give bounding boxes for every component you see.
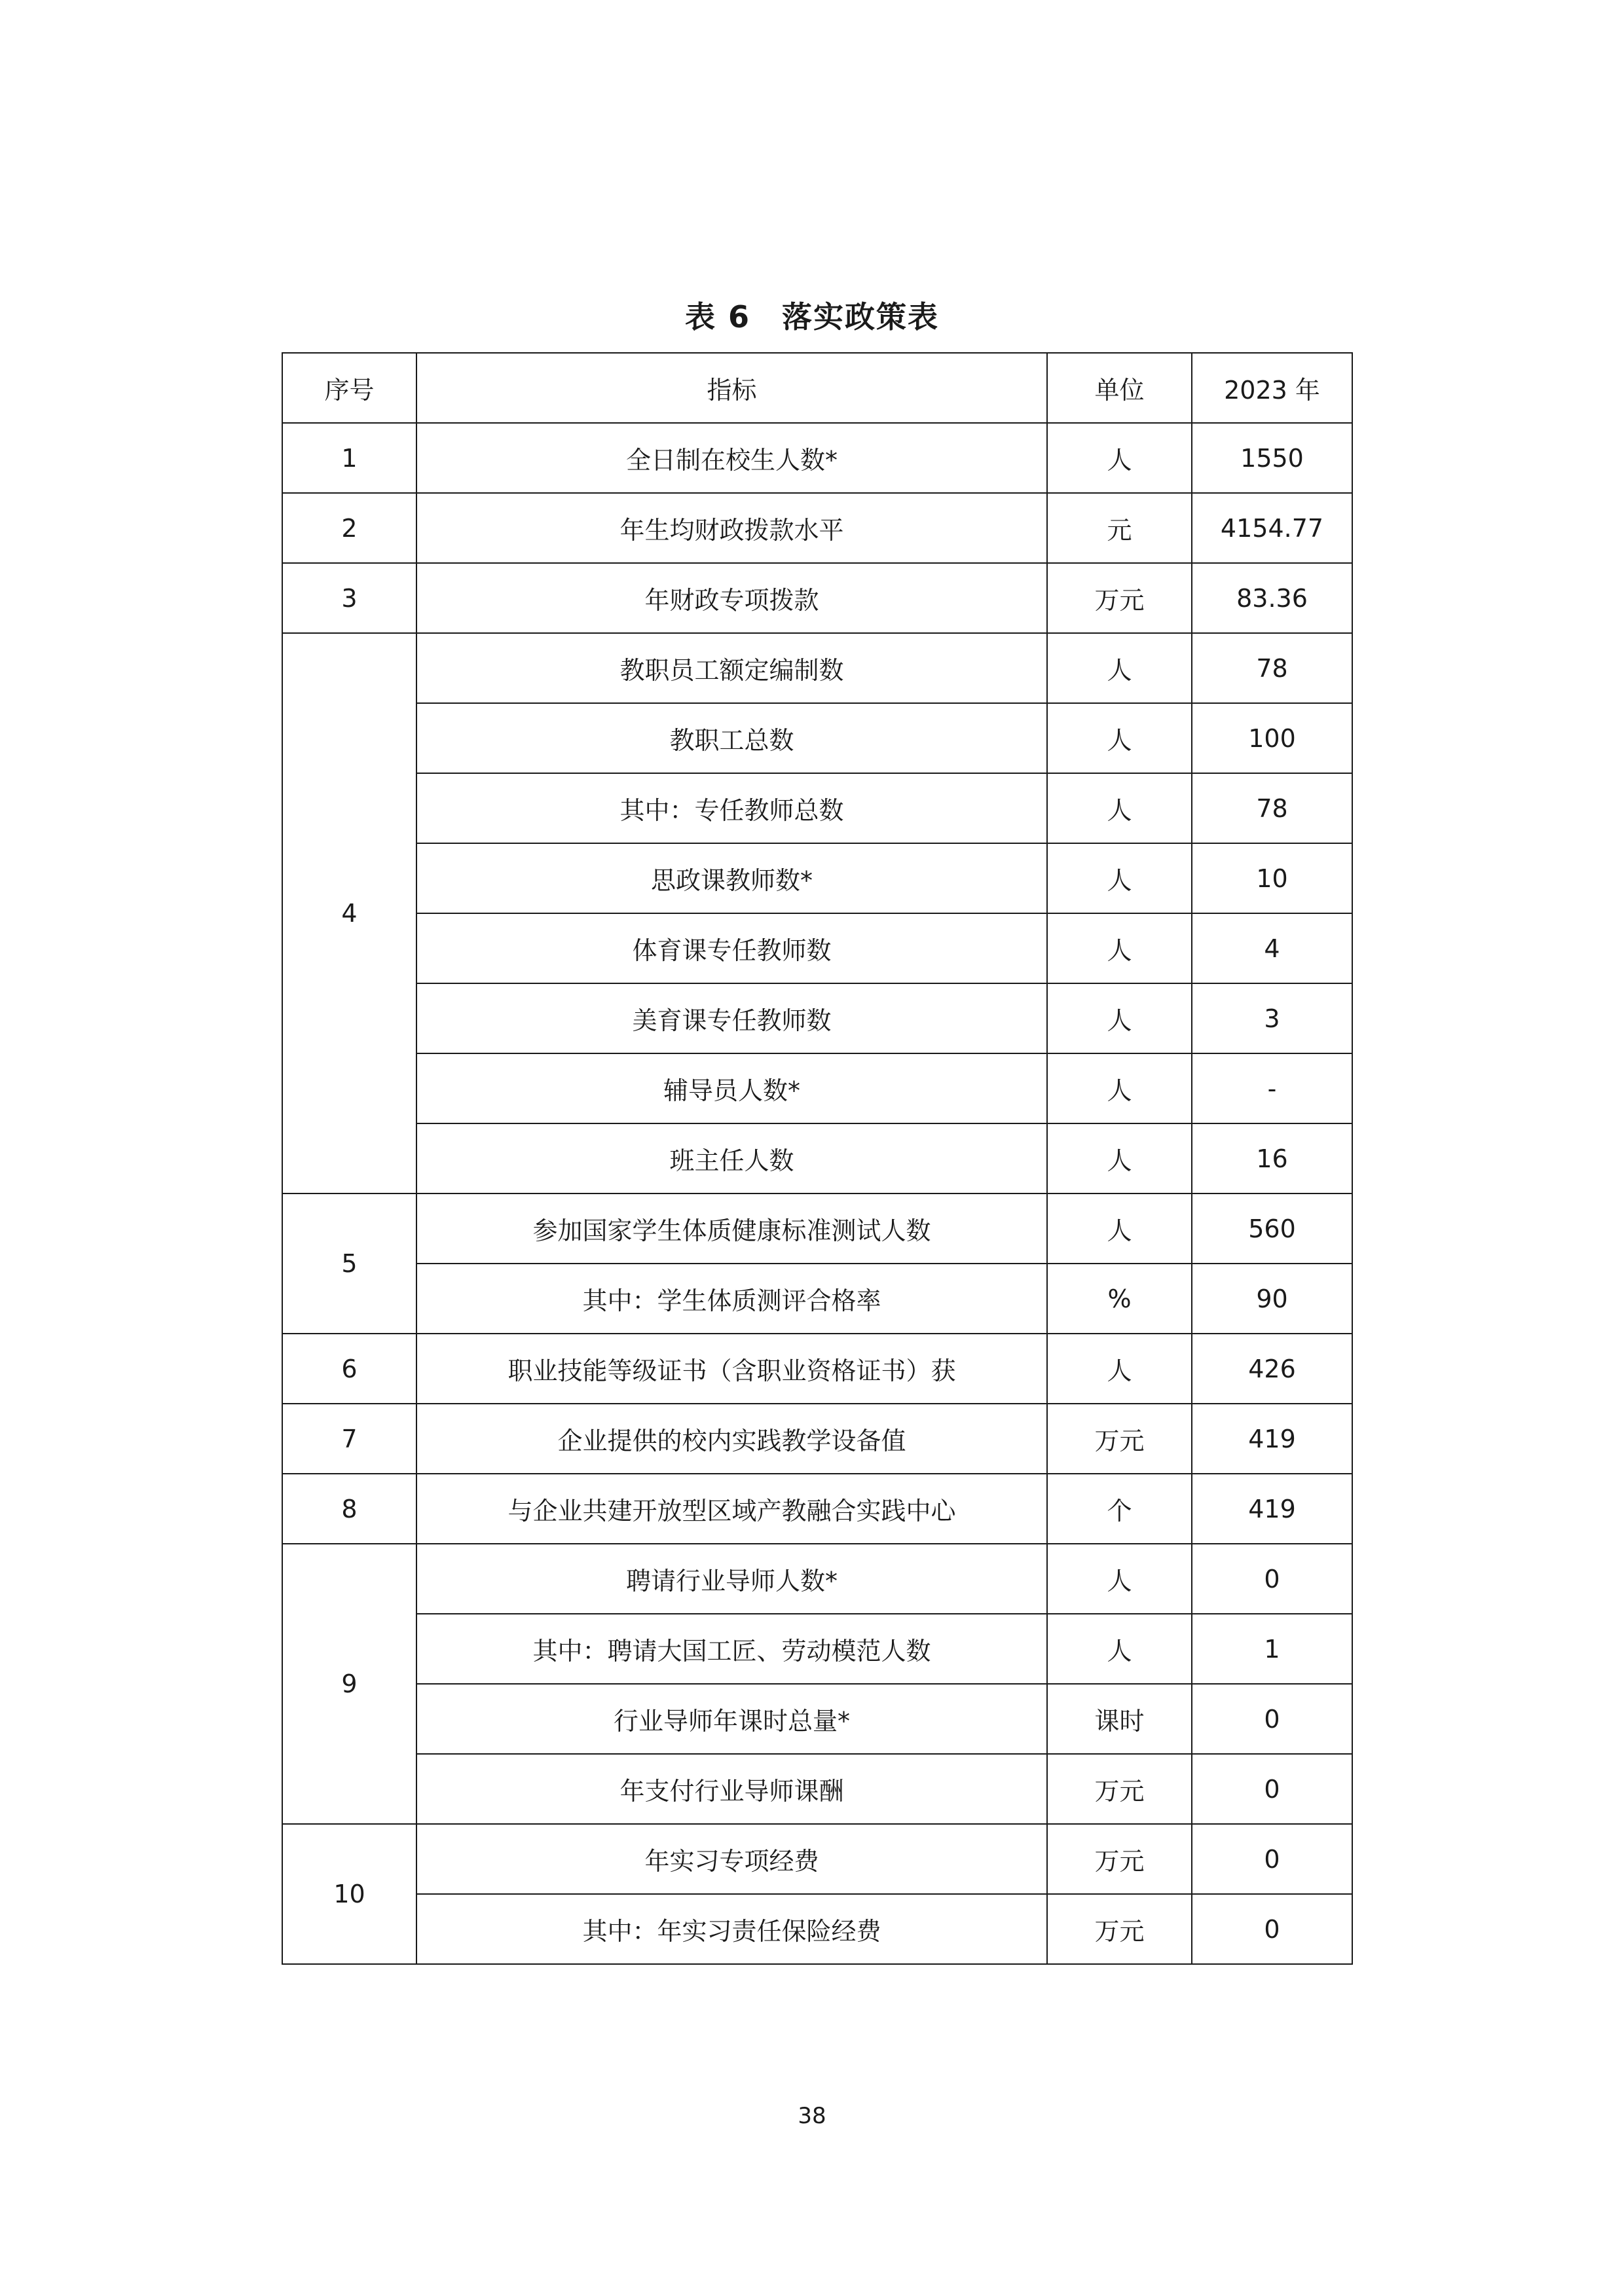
cell-unit: 人 — [1047, 1334, 1192, 1404]
cell-value: 419 — [1192, 1474, 1352, 1544]
cell-unit: 元 — [1047, 493, 1192, 563]
cell-value: 1 — [1192, 1614, 1352, 1684]
cell-unit: 万元 — [1047, 1754, 1192, 1824]
cell-indicator: 教职员工额定编制数 — [416, 633, 1047, 703]
cell-value: 0 — [1192, 1684, 1352, 1754]
cell-value: 78 — [1192, 633, 1352, 703]
cell-indicator: 行业导师年课时总量* — [416, 1684, 1047, 1754]
table-row — [282, 1404, 1352, 1474]
page-number: 38 — [798, 2103, 826, 2129]
cell-indicator: 体育课专任教师数 — [416, 913, 1047, 983]
table-title-label: 表 6 — [684, 299, 751, 335]
cell-indicator: 与企业共建开放型区域产教融合实践中心 — [416, 1474, 1047, 1544]
header-unit: 单位 — [1047, 353, 1192, 423]
cell-indicator: 其中：年实习责任保险经费 — [416, 1894, 1047, 1964]
cell-value: 0 — [1192, 1754, 1352, 1824]
cell-unit: 课时 — [1047, 1684, 1192, 1754]
policy-table — [282, 352, 1353, 1965]
table-row — [282, 1053, 1352, 1123]
table-row — [282, 773, 1352, 843]
table-title — [0, 293, 1624, 337]
cell-value: 1550 — [1192, 423, 1352, 493]
table-row — [282, 563, 1352, 633]
cell-value: 0 — [1192, 1824, 1352, 1894]
table-row — [282, 493, 1352, 563]
cell-unit: 个 — [1047, 1474, 1192, 1544]
cell-unit: 人 — [1047, 1544, 1192, 1614]
cell-value: 0 — [1192, 1544, 1352, 1614]
cell-value: 0 — [1192, 1894, 1352, 1964]
cell-indicator: 参加国家学生体质健康标准测试人数 — [416, 1194, 1047, 1264]
cell-value: - — [1192, 1053, 1352, 1123]
cell-value: 83.36 — [1192, 563, 1352, 633]
table-row — [282, 1894, 1352, 1964]
table-row — [282, 423, 1352, 493]
table-row — [282, 843, 1352, 913]
cell-no: 8 — [282, 1474, 416, 1544]
cell-value: 78 — [1192, 773, 1352, 843]
cell-indicator: 教职工总数 — [416, 703, 1047, 773]
cell-unit: 人 — [1047, 1053, 1192, 1123]
table-row — [282, 1544, 1352, 1614]
cell-unit: 万元 — [1047, 1824, 1192, 1894]
cell-unit: 人 — [1047, 703, 1192, 773]
table-row — [282, 1474, 1352, 1544]
cell-unit: 人 — [1047, 983, 1192, 1053]
cell-unit: 人 — [1047, 633, 1192, 703]
cell-indicator: 年生均财政拨款水平 — [416, 493, 1047, 563]
cell-unit: 人 — [1047, 1614, 1192, 1684]
header-year: 2023 年 — [1192, 353, 1352, 423]
cell-indicator: 年支付行业导师课酬 — [416, 1754, 1047, 1824]
table-row — [282, 1334, 1352, 1404]
cell-no: 5 — [282, 1194, 416, 1334]
cell-no: 7 — [282, 1404, 416, 1474]
table-row — [282, 1754, 1352, 1824]
cell-indicator: 企业提供的校内实践教学设备值 — [416, 1404, 1047, 1474]
table-body — [282, 423, 1352, 1964]
cell-value: 4154.77 — [1192, 493, 1352, 563]
cell-value: 4 — [1192, 913, 1352, 983]
cell-no: 6 — [282, 1334, 416, 1404]
cell-no: 3 — [282, 563, 416, 633]
cell-unit: 人 — [1047, 843, 1192, 913]
table-row — [282, 1264, 1352, 1334]
cell-indicator: 美育课专任教师数 — [416, 983, 1047, 1053]
table-row — [282, 1824, 1352, 1894]
header-indicator: 指标 — [416, 353, 1047, 423]
cell-indicator: 全日制在校生人数* — [416, 423, 1047, 493]
table-title-name: 落实政策表 — [782, 299, 940, 335]
cell-unit: 人 — [1047, 423, 1192, 493]
cell-indicator: 其中：专任教师总数 — [416, 773, 1047, 843]
cell-no: 10 — [282, 1824, 416, 1964]
cell-no: 9 — [282, 1544, 416, 1824]
cell-no: 2 — [282, 493, 416, 563]
cell-value: 419 — [1192, 1404, 1352, 1474]
table-row — [282, 913, 1352, 983]
cell-value: 426 — [1192, 1334, 1352, 1404]
cell-unit: % — [1047, 1264, 1192, 1334]
cell-indicator: 辅导员人数* — [416, 1053, 1047, 1123]
cell-no: 1 — [282, 423, 416, 493]
cell-indicator: 其中：学生体质测评合格率 — [416, 1264, 1047, 1334]
cell-indicator: 职业技能等级证书（含职业资格证书）获 — [416, 1334, 1047, 1404]
table-header-row — [282, 353, 1352, 423]
cell-indicator: 年财政专项拨款 — [416, 563, 1047, 633]
table-row — [282, 1123, 1352, 1194]
cell-unit: 人 — [1047, 1194, 1192, 1264]
table-row — [282, 1614, 1352, 1684]
cell-unit: 万元 — [1047, 1404, 1192, 1474]
cell-value: 100 — [1192, 703, 1352, 773]
cell-indicator: 思政课教师数* — [416, 843, 1047, 913]
cell-unit: 人 — [1047, 913, 1192, 983]
cell-unit: 人 — [1047, 1123, 1192, 1194]
header-no: 序号 — [282, 353, 416, 423]
table-row — [282, 983, 1352, 1053]
cell-indicator: 年实习专项经费 — [416, 1824, 1047, 1894]
cell-value: 560 — [1192, 1194, 1352, 1264]
table-row — [282, 1194, 1352, 1264]
cell-indicator: 聘请行业导师人数* — [416, 1544, 1047, 1614]
cell-value: 90 — [1192, 1264, 1352, 1334]
cell-indicator: 班主任人数 — [416, 1123, 1047, 1194]
cell-unit: 人 — [1047, 773, 1192, 843]
cell-value: 3 — [1192, 983, 1352, 1053]
cell-unit: 万元 — [1047, 1894, 1192, 1964]
cell-value: 10 — [1192, 843, 1352, 913]
table-row — [282, 703, 1352, 773]
cell-indicator: 其中：聘请大国工匠、劳动模范人数 — [416, 1614, 1047, 1684]
table-row — [282, 1684, 1352, 1754]
cell-no: 4 — [282, 633, 416, 1194]
table-row — [282, 633, 1352, 703]
cell-unit: 万元 — [1047, 563, 1192, 633]
cell-value: 16 — [1192, 1123, 1352, 1194]
